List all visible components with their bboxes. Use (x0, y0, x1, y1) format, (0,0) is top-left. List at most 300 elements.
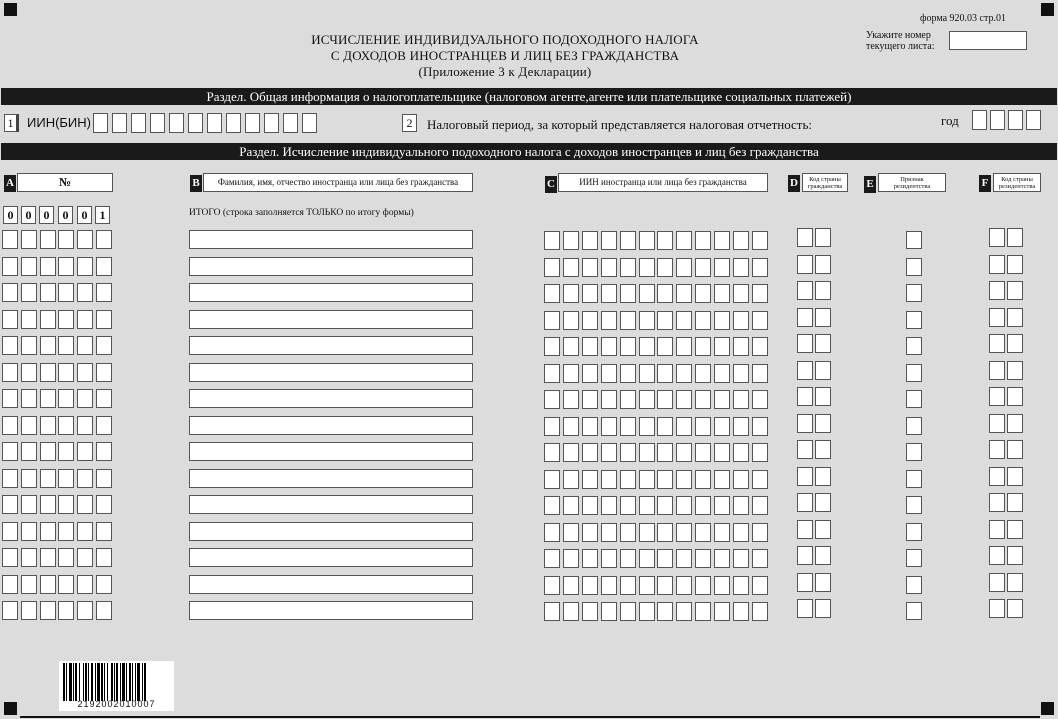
residency-code-cell[interactable] (1007, 520, 1023, 539)
iin-cell[interactable] (582, 523, 598, 542)
iin-cell[interactable] (601, 523, 617, 542)
iin-cell[interactable] (601, 470, 617, 489)
iin-cell[interactable] (714, 311, 730, 330)
digit-cell[interactable] (245, 113, 260, 133)
residency-flag-cell[interactable] (906, 231, 922, 249)
citizenship-code-cell[interactable] (797, 387, 813, 406)
row-number-cell[interactable] (2, 389, 18, 408)
citizenship-code-cell[interactable] (797, 228, 813, 247)
residency-code-cell[interactable] (989, 546, 1005, 565)
citizenship-code-cell[interactable] (815, 414, 831, 433)
name-input[interactable] (189, 230, 473, 249)
citizenship-code-cell[interactable] (797, 467, 813, 486)
iin-cell[interactable] (676, 549, 692, 568)
row-number-cell[interactable] (58, 283, 74, 302)
iin-cell[interactable] (752, 496, 768, 515)
iin-cell[interactable] (657, 284, 673, 303)
iin-cell[interactable] (639, 576, 655, 595)
citizenship-code-cell[interactable] (797, 308, 813, 327)
citizenship-code-cell[interactable] (797, 361, 813, 380)
iin-cell[interactable] (639, 231, 655, 250)
row-number-cell[interactable] (2, 442, 18, 461)
iin-cell[interactable] (676, 417, 692, 436)
iin-cell[interactable] (752, 390, 768, 409)
residency-code-cell[interactable] (989, 361, 1005, 380)
row-number-cell[interactable] (40, 442, 56, 461)
iin-cell[interactable] (563, 417, 579, 436)
iin-cell[interactable] (620, 417, 636, 436)
iin-cell[interactable] (563, 549, 579, 568)
name-input[interactable] (189, 257, 473, 276)
iin-cell[interactable] (657, 311, 673, 330)
iin-cell[interactable] (714, 258, 730, 277)
iin-cell[interactable] (676, 496, 692, 515)
row-number-cell[interactable] (21, 469, 37, 488)
row-number-cell[interactable] (96, 548, 112, 567)
iin-cell[interactable] (733, 390, 749, 409)
row-number-cell[interactable] (77, 389, 93, 408)
row-number-cell[interactable] (40, 389, 56, 408)
residency-code-cell[interactable] (1007, 255, 1023, 274)
row-number-cell[interactable] (77, 442, 93, 461)
name-input[interactable] (189, 548, 473, 567)
name-input[interactable] (189, 416, 473, 435)
row-number-cell[interactable] (77, 416, 93, 435)
row-number-cell[interactable] (96, 257, 112, 276)
row-number-cell[interactable] (58, 442, 74, 461)
iin-cell[interactable] (563, 470, 579, 489)
row-number-cell[interactable] (96, 469, 112, 488)
iin-cell[interactable] (676, 284, 692, 303)
iin-cell[interactable] (733, 443, 749, 462)
iin-cell[interactable] (620, 258, 636, 277)
digit-cell[interactable] (169, 113, 184, 133)
iin-cell[interactable] (752, 549, 768, 568)
iin-cell[interactable] (752, 602, 768, 621)
residency-code-cell[interactable] (1007, 228, 1023, 247)
iin-cell[interactable] (714, 443, 730, 462)
iin-cell[interactable] (639, 549, 655, 568)
name-input[interactable] (189, 310, 473, 329)
digit-cell[interactable] (226, 113, 241, 133)
iin-cell[interactable] (657, 470, 673, 489)
row-number-cell[interactable] (2, 310, 18, 329)
row-number-cell[interactable] (96, 442, 112, 461)
iin-cell[interactable] (733, 602, 749, 621)
iin-cell[interactable] (752, 576, 768, 595)
row-number-cell[interactable] (2, 230, 18, 249)
row-number-cell[interactable] (2, 469, 18, 488)
iin-cell[interactable] (601, 284, 617, 303)
residency-code-cell[interactable] (1007, 387, 1023, 406)
iin-cell[interactable] (752, 523, 768, 542)
iin-cell[interactable] (601, 496, 617, 515)
iin-cell[interactable] (752, 470, 768, 489)
digit-cell[interactable] (283, 113, 298, 133)
row-number-cell[interactable] (77, 283, 93, 302)
name-input[interactable] (189, 283, 473, 302)
iin-cell[interactable] (639, 390, 655, 409)
digit-cell[interactable] (302, 113, 317, 133)
iin-cell[interactable] (544, 311, 560, 330)
row-number-cell[interactable] (2, 363, 18, 382)
iin-cell[interactable] (714, 284, 730, 303)
iin-cell[interactable] (544, 258, 560, 277)
row-number-cell[interactable] (21, 575, 37, 594)
citizenship-code-cell[interactable] (815, 440, 831, 459)
row-number-cell[interactable] (2, 548, 18, 567)
residency-flag-cell[interactable] (906, 311, 922, 329)
citizenship-code-cell[interactable] (815, 520, 831, 539)
iin-cell[interactable] (544, 470, 560, 489)
row-number-cell[interactable] (40, 548, 56, 567)
iin-cell[interactable] (733, 417, 749, 436)
iin-cell[interactable] (752, 364, 768, 383)
name-input[interactable] (189, 601, 473, 620)
iin-cell[interactable] (657, 364, 673, 383)
iin-cell[interactable] (582, 602, 598, 621)
row-number-cell[interactable] (21, 416, 37, 435)
iin-cell[interactable] (714, 470, 730, 489)
residency-code-cell[interactable] (1007, 599, 1023, 618)
row-number-cell[interactable] (40, 601, 56, 620)
row-number-cell[interactable] (21, 336, 37, 355)
row-number-cell[interactable] (58, 389, 74, 408)
iin-cell[interactable] (733, 576, 749, 595)
row-number-cell[interactable] (21, 389, 37, 408)
iin-cell[interactable] (676, 390, 692, 409)
citizenship-code-cell[interactable] (797, 599, 813, 618)
residency-code-cell[interactable] (989, 308, 1005, 327)
iin-cell[interactable] (639, 496, 655, 515)
iin-cell[interactable] (563, 523, 579, 542)
iin-cell[interactable] (657, 549, 673, 568)
iin-cell[interactable] (620, 523, 636, 542)
iin-cell[interactable] (714, 364, 730, 383)
row-number-cell[interactable] (21, 310, 37, 329)
row-number-cell[interactable] (77, 469, 93, 488)
row-number-cell[interactable] (58, 601, 74, 620)
citizenship-code-cell[interactable] (815, 546, 831, 565)
citizenship-code-cell[interactable] (815, 599, 831, 618)
iin-cell[interactable] (676, 470, 692, 489)
iin-cell[interactable] (620, 443, 636, 462)
iin-cell[interactable] (620, 496, 636, 515)
iin-cell[interactable] (582, 337, 598, 356)
row-number-cell[interactable] (77, 310, 93, 329)
citizenship-code-cell[interactable] (815, 493, 831, 512)
iin-cell[interactable] (601, 231, 617, 250)
row-number-cell[interactable] (58, 469, 74, 488)
iin-cell[interactable] (676, 576, 692, 595)
citizenship-code-cell[interactable] (815, 308, 831, 327)
residency-flag-cell[interactable] (906, 470, 922, 488)
iin-cell[interactable] (582, 231, 598, 250)
row-number-cell[interactable] (2, 257, 18, 276)
iin-cell[interactable] (714, 390, 730, 409)
iin-cell[interactable] (582, 417, 598, 436)
iin-cell[interactable] (620, 231, 636, 250)
iin-cell[interactable] (752, 337, 768, 356)
year-input[interactable] (972, 110, 1044, 130)
citizenship-code-cell[interactable] (797, 281, 813, 300)
row-number-cell[interactable] (96, 495, 112, 514)
citizenship-code-cell[interactable] (815, 255, 831, 274)
residency-code-cell[interactable] (989, 387, 1005, 406)
residency-code-cell[interactable] (989, 255, 1005, 274)
digit-cell[interactable] (93, 113, 108, 133)
iin-cell[interactable] (639, 443, 655, 462)
iin-cell[interactable] (657, 258, 673, 277)
iin-cell[interactable] (582, 284, 598, 303)
iin-cell[interactable] (582, 364, 598, 383)
iin-cell[interactable] (582, 470, 598, 489)
digit-cell[interactable] (1026, 110, 1041, 130)
iin-cell[interactable] (676, 443, 692, 462)
iin-cell[interactable] (620, 576, 636, 595)
iin-cell[interactable] (639, 523, 655, 542)
iin-cell[interactable] (733, 496, 749, 515)
row-number-cell[interactable] (58, 416, 74, 435)
row-number-cell[interactable] (40, 575, 56, 594)
iin-cell[interactable] (657, 496, 673, 515)
row-number-cell[interactable] (58, 363, 74, 382)
iin-cell[interactable] (582, 390, 598, 409)
iin-cell[interactable] (676, 231, 692, 250)
row-number-cell[interactable] (40, 336, 56, 355)
iin-cell[interactable] (620, 549, 636, 568)
iin-cell[interactable] (639, 470, 655, 489)
row-number-cell[interactable] (40, 310, 56, 329)
iin-cell[interactable] (676, 602, 692, 621)
name-input[interactable] (189, 363, 473, 382)
residency-code-cell[interactable] (1007, 308, 1023, 327)
digit-cell[interactable] (207, 113, 222, 133)
row-number-cell[interactable] (2, 522, 18, 541)
residency-code-cell[interactable] (989, 493, 1005, 512)
residency-code-cell[interactable] (1007, 573, 1023, 592)
iin-cell[interactable] (544, 231, 560, 250)
residency-code-cell[interactable] (1007, 467, 1023, 486)
residency-flag-cell[interactable] (906, 549, 922, 567)
row-number-cell[interactable] (58, 575, 74, 594)
iin-cell[interactable] (676, 258, 692, 277)
iin-cell[interactable] (563, 337, 579, 356)
iin-cell[interactable] (601, 602, 617, 621)
iin-cell[interactable] (695, 390, 711, 409)
row-number-cell[interactable] (77, 336, 93, 355)
iin-cell[interactable] (714, 549, 730, 568)
citizenship-code-cell[interactable] (815, 387, 831, 406)
iin-cell[interactable] (752, 258, 768, 277)
row-number-cell[interactable] (58, 230, 74, 249)
row-number-cell[interactable] (77, 257, 93, 276)
iin-cell[interactable] (544, 602, 560, 621)
iin-cell[interactable] (695, 231, 711, 250)
iin-cell[interactable] (676, 311, 692, 330)
iin-cell[interactable] (563, 602, 579, 621)
iin-cell[interactable] (601, 364, 617, 383)
row-number-cell[interactable] (96, 283, 112, 302)
iin-cell[interactable] (657, 443, 673, 462)
residency-code-cell[interactable] (989, 599, 1005, 618)
iin-cell[interactable] (695, 523, 711, 542)
row-number-cell[interactable] (96, 522, 112, 541)
row-number-cell[interactable] (40, 283, 56, 302)
iin-cell[interactable] (657, 523, 673, 542)
iin-cell[interactable] (639, 602, 655, 621)
citizenship-code-cell[interactable] (815, 281, 831, 300)
iin-cell[interactable] (639, 284, 655, 303)
iin-cell[interactable] (752, 417, 768, 436)
iin-cell[interactable] (714, 523, 730, 542)
residency-code-cell[interactable] (1007, 281, 1023, 300)
name-input[interactable] (189, 469, 473, 488)
iin-cell[interactable] (657, 390, 673, 409)
row-number-cell[interactable] (40, 469, 56, 488)
iin-cell[interactable] (752, 443, 768, 462)
iin-cell[interactable] (752, 311, 768, 330)
iin-cell[interactable] (544, 364, 560, 383)
name-input[interactable] (189, 336, 473, 355)
citizenship-code-cell[interactable] (797, 334, 813, 353)
iin-cell[interactable] (544, 496, 560, 515)
iin-cell[interactable] (639, 258, 655, 277)
row-number-cell[interactable] (96, 389, 112, 408)
iin-cell[interactable] (733, 364, 749, 383)
iin-cell[interactable] (733, 337, 749, 356)
row-number-cell[interactable] (96, 336, 112, 355)
row-number-cell[interactable] (2, 601, 18, 620)
row-number-cell[interactable] (58, 548, 74, 567)
iin-cell[interactable] (620, 390, 636, 409)
citizenship-code-cell[interactable] (815, 361, 831, 380)
residency-code-cell[interactable] (1007, 334, 1023, 353)
residency-flag-cell[interactable] (906, 284, 922, 302)
iin-cell[interactable] (733, 258, 749, 277)
row-number-cell[interactable] (96, 601, 112, 620)
iin-cell[interactable] (676, 364, 692, 383)
iin-cell[interactable] (657, 337, 673, 356)
row-number-cell[interactable] (96, 575, 112, 594)
iin-cell[interactable] (563, 390, 579, 409)
iin-cell[interactable] (695, 337, 711, 356)
iin-cell[interactable] (601, 390, 617, 409)
iin-cell[interactable] (601, 337, 617, 356)
iin-cell[interactable] (544, 523, 560, 542)
iin-cell[interactable] (620, 470, 636, 489)
residency-code-cell[interactable] (1007, 361, 1023, 380)
iin-cell[interactable] (695, 549, 711, 568)
digit-cell[interactable] (188, 113, 203, 133)
iin-cell[interactable] (563, 258, 579, 277)
residency-code-cell[interactable] (989, 228, 1005, 247)
iin-cell[interactable] (714, 337, 730, 356)
row-number-cell[interactable] (2, 283, 18, 302)
row-number-cell[interactable] (96, 230, 112, 249)
residency-code-cell[interactable] (989, 414, 1005, 433)
digit-cell[interactable] (1008, 110, 1023, 130)
row-number-cell[interactable] (40, 522, 56, 541)
iin-cell[interactable] (582, 443, 598, 462)
iin-cell[interactable] (657, 576, 673, 595)
row-number-cell[interactable] (40, 230, 56, 249)
row-number-cell[interactable] (96, 363, 112, 382)
residency-flag-cell[interactable] (906, 417, 922, 435)
citizenship-code-cell[interactable] (815, 228, 831, 247)
residency-code-cell[interactable] (1007, 440, 1023, 459)
iin-cell[interactable] (676, 523, 692, 542)
residency-code-cell[interactable] (989, 573, 1005, 592)
iin-cell[interactable] (695, 602, 711, 621)
iin-cell[interactable] (601, 443, 617, 462)
citizenship-code-cell[interactable] (797, 255, 813, 274)
row-number-cell[interactable] (40, 416, 56, 435)
row-number-cell[interactable] (2, 575, 18, 594)
iin-cell[interactable] (676, 337, 692, 356)
row-number-cell[interactable] (77, 548, 93, 567)
residency-code-cell[interactable] (989, 281, 1005, 300)
iin-cell[interactable] (582, 496, 598, 515)
digit-cell[interactable] (990, 110, 1005, 130)
row-number-cell[interactable] (58, 522, 74, 541)
residency-code-cell[interactable] (989, 520, 1005, 539)
row-number-cell[interactable] (96, 310, 112, 329)
iin-cell[interactable] (657, 602, 673, 621)
iin-cell[interactable] (563, 311, 579, 330)
iin-cell[interactable] (657, 417, 673, 436)
residency-flag-cell[interactable] (906, 443, 922, 461)
row-number-cell[interactable] (77, 522, 93, 541)
residency-flag-cell[interactable] (906, 258, 922, 276)
iin-cell[interactable] (752, 284, 768, 303)
iin-cell[interactable] (563, 231, 579, 250)
digit-cell[interactable] (112, 113, 127, 133)
row-number-cell[interactable] (21, 548, 37, 567)
citizenship-code-cell[interactable] (797, 520, 813, 539)
residency-flag-cell[interactable] (906, 364, 922, 382)
row-number-cell[interactable] (77, 363, 93, 382)
iin-cell[interactable] (601, 576, 617, 595)
row-number-cell[interactable] (58, 310, 74, 329)
iin-cell[interactable] (620, 311, 636, 330)
row-number-cell[interactable] (21, 283, 37, 302)
citizenship-code-cell[interactable] (815, 467, 831, 486)
iin-cell[interactable] (733, 284, 749, 303)
digit-cell[interactable] (131, 113, 146, 133)
iin-cell[interactable] (544, 576, 560, 595)
iin-bin-input[interactable] (93, 113, 321, 133)
residency-code-cell[interactable] (989, 467, 1005, 486)
row-number-cell[interactable] (58, 257, 74, 276)
iin-cell[interactable] (714, 602, 730, 621)
residency-flag-cell[interactable] (906, 602, 922, 620)
row-number-cell[interactable] (2, 336, 18, 355)
row-number-cell[interactable] (96, 416, 112, 435)
row-number-cell[interactable] (77, 575, 93, 594)
iin-cell[interactable] (714, 417, 730, 436)
iin-cell[interactable] (563, 576, 579, 595)
citizenship-code-cell[interactable] (815, 334, 831, 353)
residency-flag-cell[interactable] (906, 576, 922, 594)
residency-code-cell[interactable] (989, 334, 1005, 353)
iin-cell[interactable] (563, 443, 579, 462)
residency-flag-cell[interactable] (906, 523, 922, 541)
name-input[interactable] (189, 495, 473, 514)
residency-code-cell[interactable] (1007, 546, 1023, 565)
iin-cell[interactable] (695, 576, 711, 595)
iin-cell[interactable] (563, 496, 579, 515)
